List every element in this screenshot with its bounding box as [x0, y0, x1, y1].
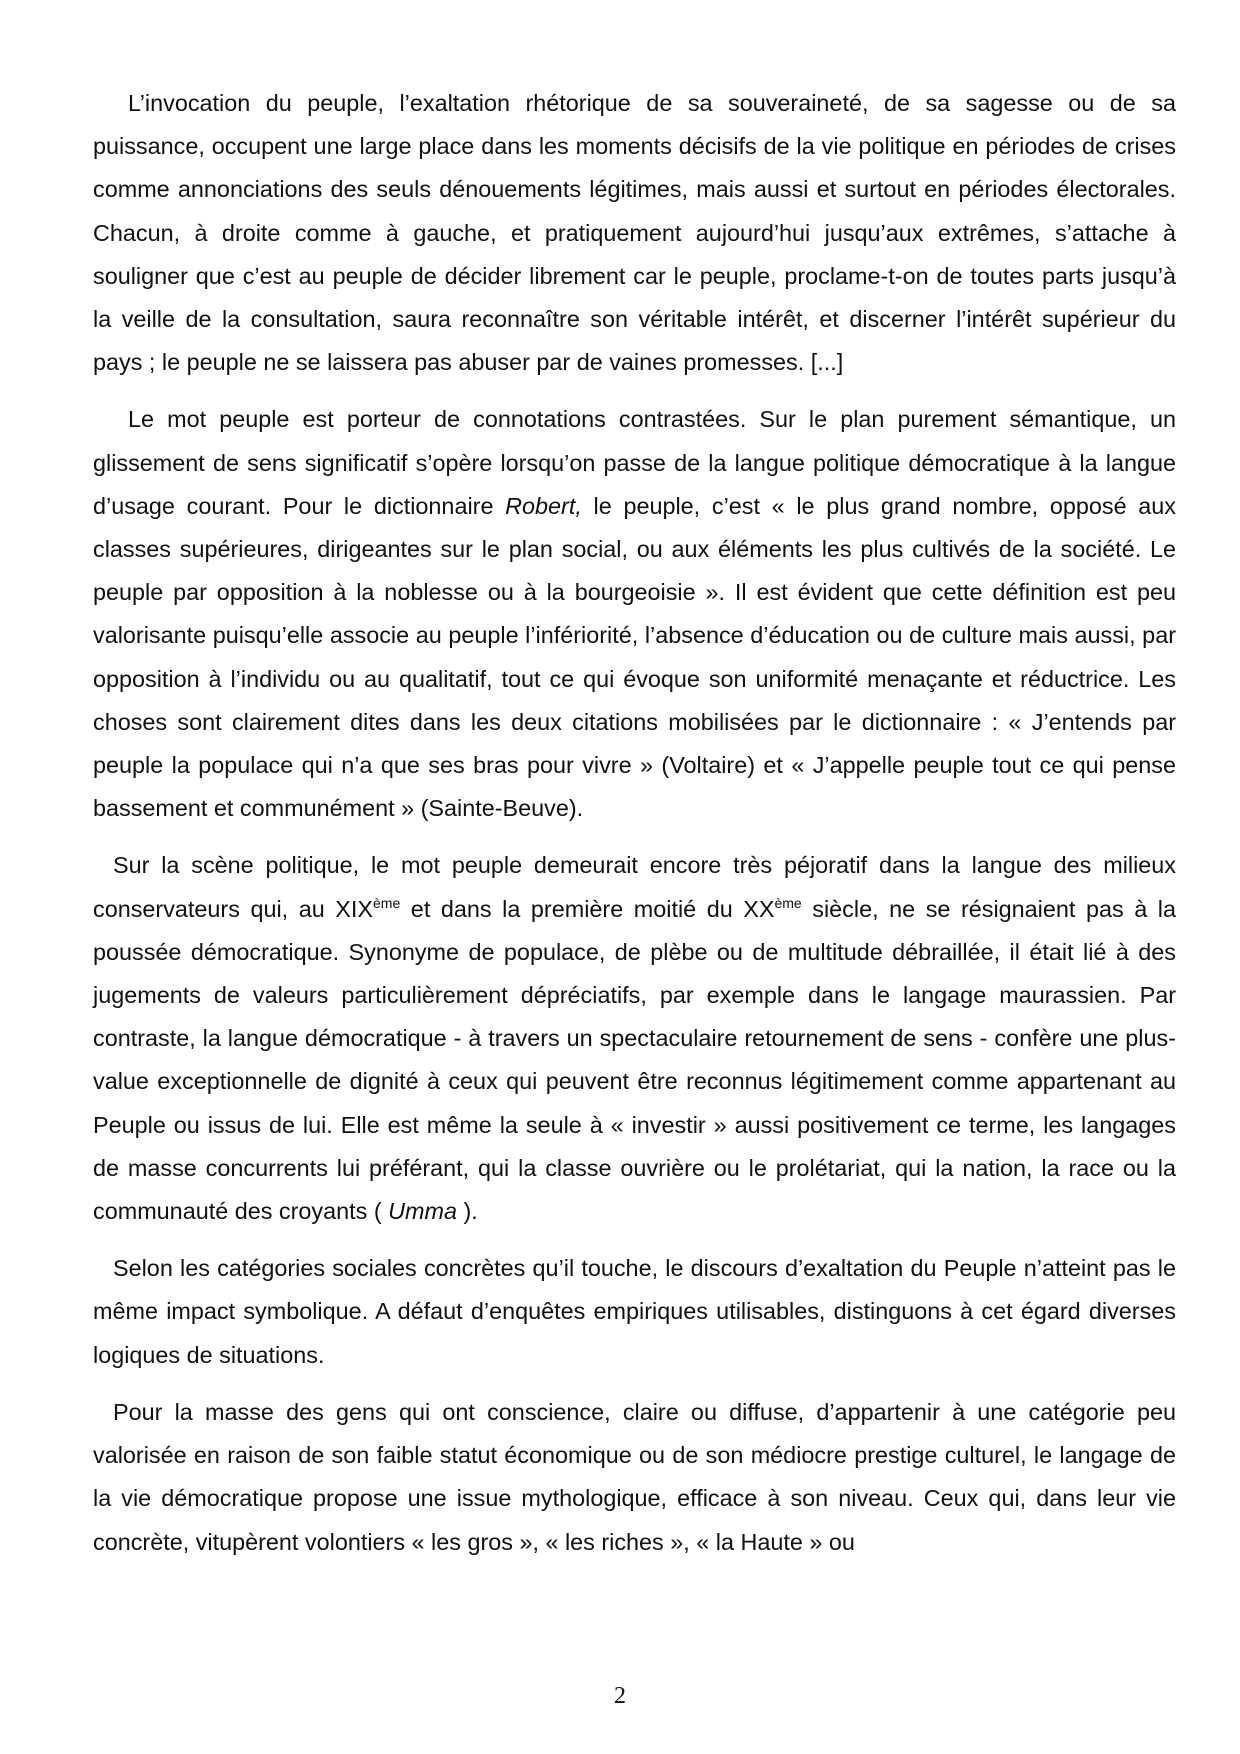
umma-italic: Umma [388, 1198, 457, 1225]
superscript-century-2: ème [774, 894, 802, 911]
paragraph-5 [93, 1391, 1176, 1564]
page-number: 2 [614, 1683, 626, 1709]
paragraph-4 [93, 1247, 1176, 1377]
superscript-century-1: ème [373, 894, 401, 911]
paragraph-3-part-3: siècle, ne se résignaient pas à la poussée démocratique. Synonyme de populace, de plèbe ou de multitude débraillée, il était lié à des jugements de valeurs particulièrement dépréciatifs, par exemple dans le langage maurassien. Par contraste, la langue démocratique - à travers un spectaculaire retournement de sens - confère une plus-value exceptionnelle de dignité à ceux qui peuvent être reconnus légitimement comme appartenant au Peuple ou issus de lui. Elle est même la seule à « investir » aussi positivement ce terme, les langages de masse concurrents lui préférant, qui la classe ouvrière ou le prolétariat, qui la nation, la race ou la communauté des croyants ( [93, 895, 1176, 1225]
paragraph-4-text: Selon les catégories sociales concrètes qu’il touche, le discours d’exaltation du Peuple n’atteint pas le même impact symbolique. A défaut d’enquêtes empiriques utilisables, distinguons à cet égard diverses logiques de situations. [93, 1255, 1176, 1368]
paragraph-3-part-1: Sur la scène politique, le mot peuple demeurait encore très péjoratif dans la langue des milieux conservateurs qui, au XIX [93, 852, 1176, 922]
paragraph-3 [93, 844, 1176, 1233]
paragraph-1 [93, 82, 1176, 384]
document-body [93, 82, 1176, 1578]
paragraph-5-text: Pour la masse des gens qui ont conscience, claire ou diffuse, d’appartenir à une catégorie peu valorisée en raison de son faible statut économique ou de son médiocre prestige culturel, le langage de la vie démocratique propose une issue mythologique, efficace à son niveau. Ceux qui, dans leur vie concrète, vitupèrent volontiers « les gros », « les riches », « la Haute » ou [93, 1398, 1176, 1555]
paragraph-2-text-end: le peuple, c’est « le plus grand nombre, opposé aux classes supérieures, dirigeantes sur le plan social, ou aux éléments les plus cultivés de la société. Le peuple par opposition à la noblesse ou à la bourgeoisie ». Il est évident que cette définition est peu valorisante puisqu’elle associe au peuple l’infériorité, l’absence d’éducation ou de culture mais aussi, par opposition à l’individu ou au qualitatif, tout ce qui évoque son uniformité menaçante et réductrice. Les choses sont clairement dites dans les deux citations mobilisées par le dictionnaire : « J’entends par peuple la populace qui n’a que ses bras pour vivre » (Voltaire) et « J’appelle peuple tout ce qui pense bassement et communément » (Sainte-Beuve). [93, 492, 1176, 822]
paragraph-3-part-4: ). [457, 1198, 478, 1225]
paragraph-2-text-start: Le mot peuple est porteur de connotations contrastées. Sur le plan purement sémantique, un glissement de sens significatif s’opère lorsqu’on passe de la langue politique démocratique à la langue d’usage courant. Pour le dictionnaire [93, 406, 1176, 519]
paragraph-2 [93, 398, 1176, 830]
dictionary-title-italic: Robert, [505, 492, 582, 519]
paragraph-3-part-2: et dans la première moitié du XX [400, 895, 775, 922]
paragraph-1-text: L’invocation du peuple, l’exaltation rhétorique de sa souveraineté, de sa sagesse ou de sa puissance, occupent une large place dans les moments décisifs de la vie politique en périodes de crises comme annonciations des seuls dénouements légitimes, mais aussi et surtout en périodes électorales. Chacun, à droite comme à gauche, et pratiquement aujourd’hui jusqu’aux extrêmes, s’attache à souligner que c’est au peuple de décider librement car le peuple, proclame-t-on de toutes parts jusqu’à la veille de la consultation, saura reconnaître son véritable intérêt, et discerner l’intérêt supérieur du pays ; le peuple ne se laissera pas abuser par de vaines promesses. [...] [93, 90, 1176, 376]
